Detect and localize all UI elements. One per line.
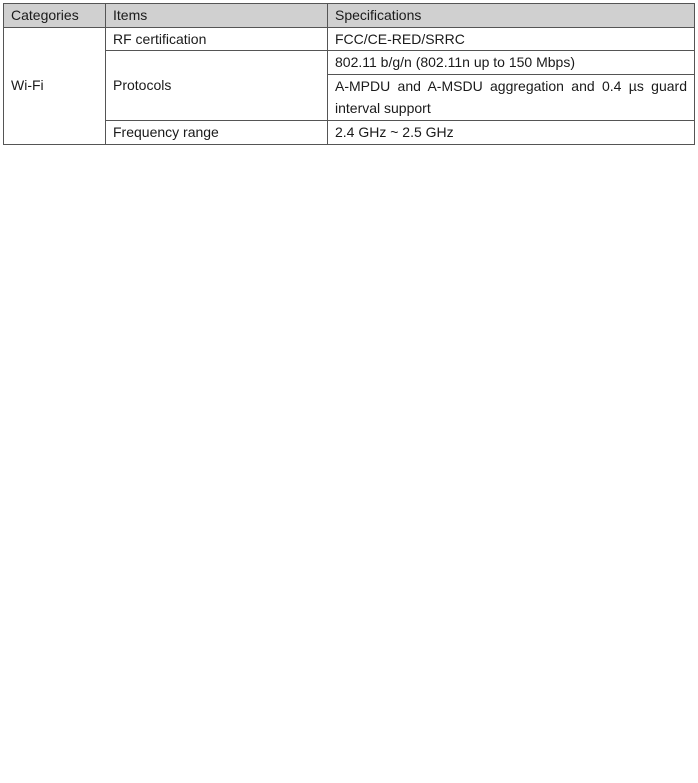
- header-categories: Categories: [4, 4, 106, 28]
- table-row: [4, 27, 695, 51]
- header-items: Items: [106, 4, 328, 28]
- item-cell: RF certification: [106, 27, 328, 51]
- spec-cell: 802.11 b/g/n (802.11n up to 150 Mbps): [328, 51, 695, 75]
- item-cell: Frequency range: [106, 120, 328, 144]
- spec-cell: 2.4 GHz ~ 2.5 GHz: [328, 120, 695, 144]
- spec-cell: A-MPDU and A-MSDU aggregation and 0.4 µs guard interval support: [328, 74, 695, 120]
- table-row: [4, 120, 695, 144]
- table-header-row: [4, 4, 695, 28]
- specifications-table: [3, 3, 695, 145]
- spec-cell: FCC/CE-RED/SRRC: [328, 27, 695, 51]
- header-specifications: Specifications: [328, 4, 695, 28]
- category-wifi: Wi-Fi: [4, 27, 106, 144]
- table-row: [4, 51, 695, 75]
- item-cell: Protocols: [106, 51, 328, 121]
